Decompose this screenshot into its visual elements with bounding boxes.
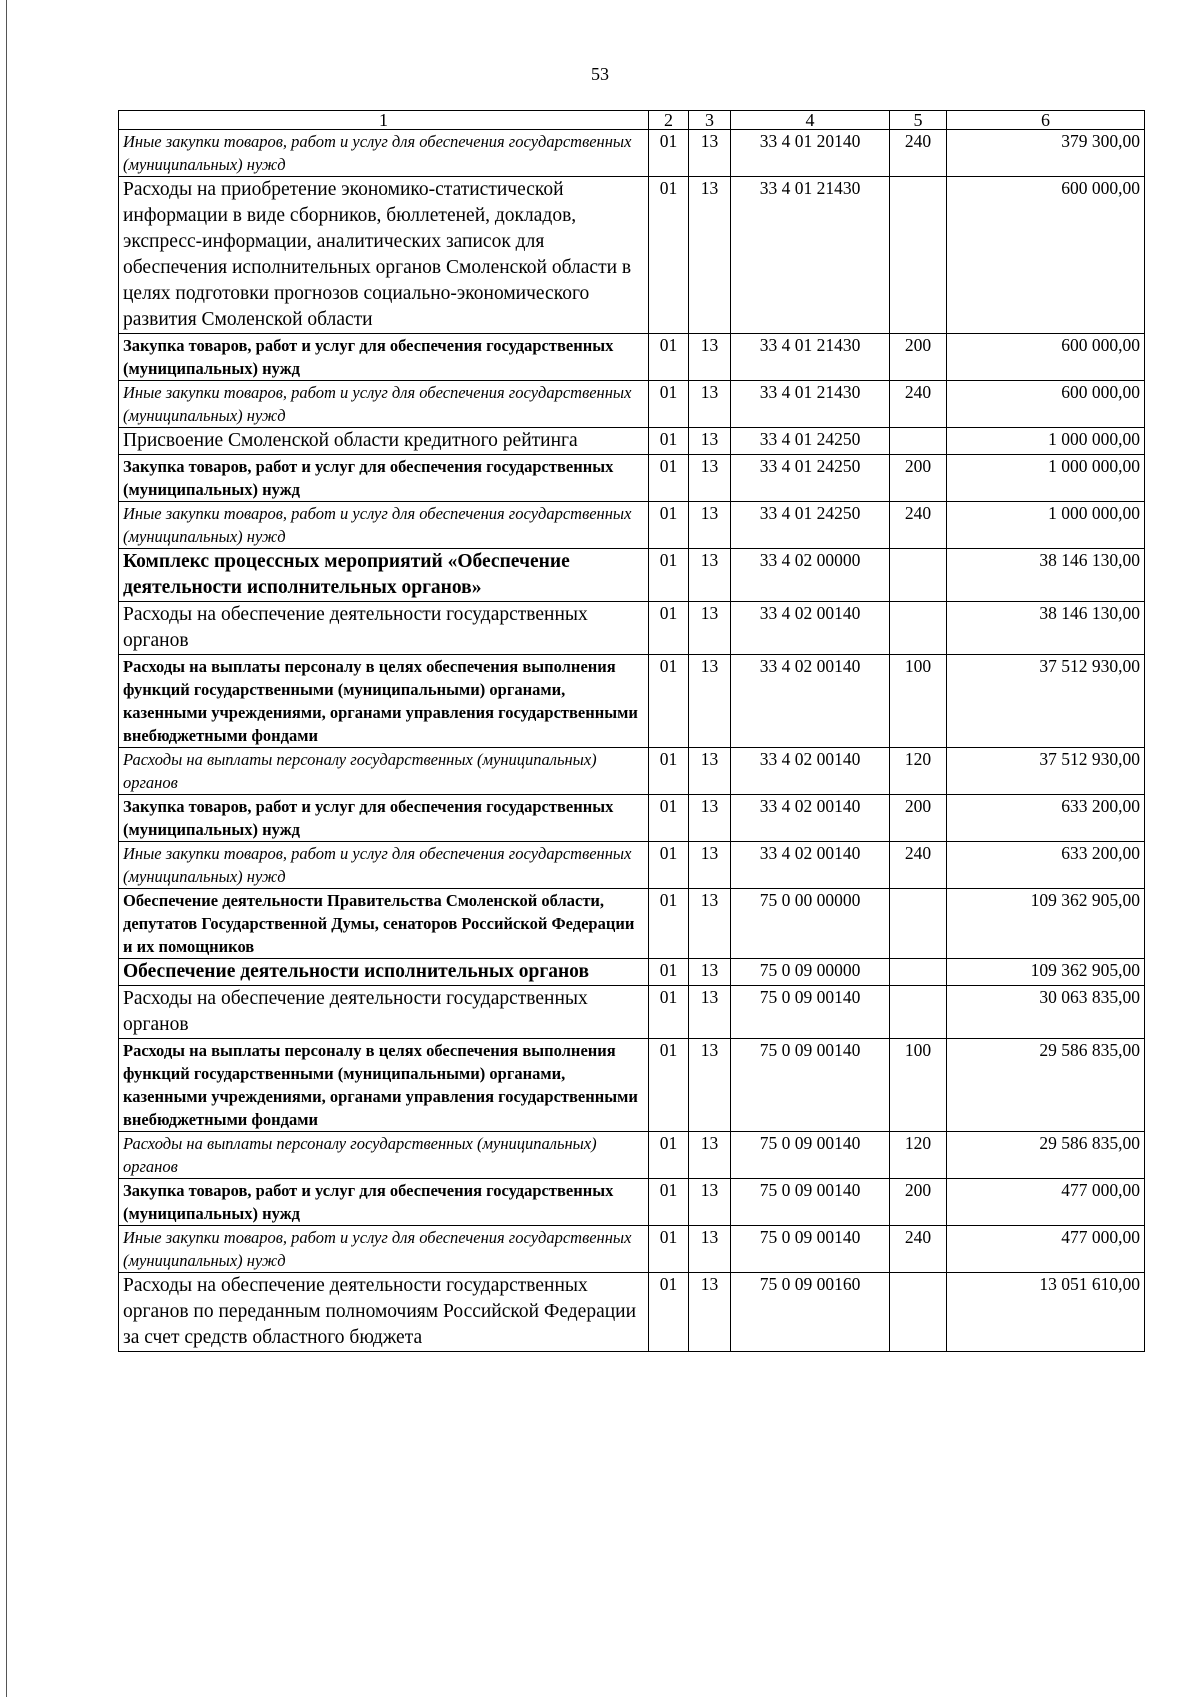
section-code-cell: 01 (649, 986, 689, 1039)
amount-cell: 600 000,00 (947, 381, 1145, 428)
expense-type-cell: 120 (890, 748, 947, 795)
table-row (119, 381, 1145, 428)
amount-cell: 37 512 930,00 (947, 655, 1145, 748)
subsection-code-cell: 13 (689, 502, 731, 549)
expense-type-cell: 200 (890, 1179, 947, 1226)
expense-type-cell: 200 (890, 795, 947, 842)
target-article-cell: 75 0 09 00140 (731, 1179, 890, 1226)
subsection-code-cell: 13 (689, 334, 731, 381)
amount-cell: 600 000,00 (947, 177, 1145, 334)
target-article-cell: 33 4 01 21430 (731, 381, 890, 428)
amount-cell: 633 200,00 (947, 842, 1145, 889)
expense-name-cell: Расходы на выплаты персоналу государственных (муниципальных) органов (119, 1132, 649, 1179)
table-row (119, 177, 1145, 334)
table-row (119, 1132, 1145, 1179)
subsection-code-cell: 13 (689, 1179, 731, 1226)
subsection-code-cell: 13 (689, 986, 731, 1039)
amount-cell: 1 000 000,00 (947, 502, 1145, 549)
table-body (119, 130, 1145, 1352)
expense-type-cell (890, 986, 947, 1039)
target-article-cell: 33 4 02 00140 (731, 602, 890, 655)
amount-cell: 38 146 130,00 (947, 549, 1145, 602)
target-article-cell: 75 0 00 00000 (731, 889, 890, 959)
subsection-code-cell: 13 (689, 1273, 731, 1352)
table-row (119, 795, 1145, 842)
target-article-cell: 75 0 09 00140 (731, 1226, 890, 1273)
expense-type-cell (890, 177, 947, 334)
subsection-code-cell: 13 (689, 455, 731, 502)
expense-name-cell: Присвоение Смоленской области кредитного рейтинга (119, 428, 649, 455)
subsection-code-cell: 13 (689, 1039, 731, 1132)
target-article-cell: 75 0 09 00160 (731, 1273, 890, 1352)
section-code-cell: 01 (649, 795, 689, 842)
expense-type-cell: 240 (890, 381, 947, 428)
table-row (119, 842, 1145, 889)
target-article-cell: 33 4 02 00000 (731, 549, 890, 602)
section-code-cell: 01 (649, 1132, 689, 1179)
section-code-cell: 01 (649, 959, 689, 986)
expense-type-cell: 240 (890, 130, 947, 177)
target-article-cell: 75 0 09 00140 (731, 1039, 890, 1132)
amount-cell: 13 051 610,00 (947, 1273, 1145, 1352)
expense-name-cell: Иные закупки товаров, работ и услуг для обеспечения государственных (муниципальных) нужд (119, 502, 649, 549)
expense-type-cell: 200 (890, 455, 947, 502)
section-code-cell: 01 (649, 602, 689, 655)
table-row (119, 889, 1145, 959)
subsection-code-cell: 13 (689, 1226, 731, 1273)
section-code-cell: 01 (649, 1226, 689, 1273)
expense-type-cell: 200 (890, 334, 947, 381)
amount-cell: 477 000,00 (947, 1179, 1145, 1226)
section-code-cell: 01 (649, 655, 689, 748)
amount-cell: 37 512 930,00 (947, 748, 1145, 795)
table-row (119, 130, 1145, 177)
table-row (119, 1179, 1145, 1226)
expense-name-cell: Закупка товаров, работ и услуг для обеспечения государственных (муниципальных) нужд (119, 455, 649, 502)
expense-type-cell (890, 959, 947, 986)
table-row (119, 428, 1145, 455)
target-article-cell: 75 0 09 00000 (731, 959, 890, 986)
expense-type-cell: 100 (890, 655, 947, 748)
column-header-5: 5 (890, 111, 947, 130)
target-article-cell: 33 4 01 24250 (731, 428, 890, 455)
expense-type-cell: 240 (890, 842, 947, 889)
section-code-cell: 01 (649, 889, 689, 959)
amount-cell: 29 586 835,00 (947, 1132, 1145, 1179)
page-edge-line (6, 0, 7, 1697)
column-header-4: 4 (731, 111, 890, 130)
target-article-cell: 75 0 09 00140 (731, 1132, 890, 1179)
amount-cell: 477 000,00 (947, 1226, 1145, 1273)
subsection-code-cell: 13 (689, 889, 731, 959)
column-header-2: 2 (649, 111, 689, 130)
section-code-cell: 01 (649, 428, 689, 455)
expense-name-cell: Расходы на обеспечение деятельности государственных органов (119, 602, 649, 655)
expense-name-cell: Закупка товаров, работ и услуг для обеспечения государственных (муниципальных) нужд (119, 795, 649, 842)
expense-name-cell: Обеспечение деятельности Правительства Смоленской области, депутатов Государственной Думы, сенаторов Российской Федерации и их помощников (119, 889, 649, 959)
section-code-cell: 01 (649, 381, 689, 428)
table-row (119, 502, 1145, 549)
expense-name-cell: Расходы на выплаты персоналу в целях обеспечения выполнения функций государственными (муниципальными) органами, казенными учреждениями, органами управления государственными внебюджетными фондами (119, 1039, 649, 1132)
subsection-code-cell: 13 (689, 1132, 731, 1179)
expense-name-cell: Расходы на обеспечение деятельности государственных органов по переданным полномочиям Российской Федерации за счет средств областного бюджета (119, 1273, 649, 1352)
table-row (119, 455, 1145, 502)
section-code-cell: 01 (649, 1179, 689, 1226)
expense-name-cell: Иные закупки товаров, работ и услуг для обеспечения государственных (муниципальных) нужд (119, 1226, 649, 1273)
expense-type-cell: 100 (890, 1039, 947, 1132)
target-article-cell: 33 4 01 21430 (731, 334, 890, 381)
expense-type-cell: 240 (890, 1226, 947, 1273)
expense-type-cell (890, 602, 947, 655)
section-code-cell: 01 (649, 1273, 689, 1352)
column-header-1: 1 (119, 111, 649, 130)
expense-name-cell: Расходы на выплаты персоналу государственных (муниципальных) органов (119, 748, 649, 795)
section-code-cell: 01 (649, 549, 689, 602)
expense-name-cell: Закупка товаров, работ и услуг для обеспечения государственных (муниципальных) нужд (119, 334, 649, 381)
column-header-3: 3 (689, 111, 731, 130)
section-code-cell: 01 (649, 502, 689, 549)
amount-cell: 29 586 835,00 (947, 1039, 1145, 1132)
target-article-cell: 33 4 02 00140 (731, 748, 890, 795)
column-header-6: 6 (947, 111, 1145, 130)
expense-type-cell (890, 889, 947, 959)
expense-type-cell (890, 549, 947, 602)
subsection-code-cell: 13 (689, 655, 731, 748)
section-code-cell: 01 (649, 130, 689, 177)
subsection-code-cell: 13 (689, 842, 731, 889)
expense-type-cell: 240 (890, 502, 947, 549)
table-row (119, 334, 1145, 381)
section-code-cell: 01 (649, 334, 689, 381)
header-row (119, 111, 1145, 130)
target-article-cell: 33 4 02 00140 (731, 795, 890, 842)
expense-type-cell (890, 1273, 947, 1352)
subsection-code-cell: 13 (689, 381, 731, 428)
section-code-cell: 01 (649, 1039, 689, 1132)
expense-name-cell: Иные закупки товаров, работ и услуг для обеспечения государственных (муниципальных) нужд (119, 130, 649, 177)
table-row (119, 959, 1145, 986)
target-article-cell: 33 4 01 24250 (731, 455, 890, 502)
amount-cell: 1 000 000,00 (947, 455, 1145, 502)
table-row (119, 1039, 1145, 1132)
table-row (119, 986, 1145, 1039)
expense-name-cell: Иные закупки товаров, работ и услуг для обеспечения государственных (муниципальных) нужд (119, 381, 649, 428)
budget-table (118, 110, 1145, 1352)
table-row (119, 748, 1145, 795)
subsection-code-cell: 13 (689, 130, 731, 177)
section-code-cell: 01 (649, 177, 689, 334)
subsection-code-cell: 13 (689, 795, 731, 842)
table-row (119, 602, 1145, 655)
expense-name-cell: Закупка товаров, работ и услуг для обеспечения государственных (муниципальных) нужд (119, 1179, 649, 1226)
page-number: 53 (591, 64, 609, 84)
expense-name-cell: Расходы на приобретение экономико-статистической информации в виде сборников, бюллетеней, докладов, экспресс-информации, аналитических записок для обеспечения исполнительных органов Смоленской области в целях подготовки прогнозов социально-экономического развития Смоленской области (119, 177, 649, 334)
expense-name-cell: Обеспечение деятельности исполнительных органов (119, 959, 649, 986)
subsection-code-cell: 13 (689, 549, 731, 602)
amount-cell: 30 063 835,00 (947, 986, 1145, 1039)
target-article-cell: 33 4 02 00140 (731, 655, 890, 748)
section-code-cell: 01 (649, 748, 689, 795)
table-row (119, 1226, 1145, 1273)
table-row (119, 1273, 1145, 1352)
expense-name-cell: Иные закупки товаров, работ и услуг для обеспечения государственных (муниципальных) нужд (119, 842, 649, 889)
subsection-code-cell: 13 (689, 177, 731, 334)
amount-cell: 109 362 905,00 (947, 959, 1145, 986)
target-article-cell: 33 4 01 21430 (731, 177, 890, 334)
table-row (119, 655, 1145, 748)
amount-cell: 109 362 905,00 (947, 889, 1145, 959)
expense-name-cell: Комплекс процессных мероприятий «Обеспечение деятельности исполнительных органов» (119, 549, 649, 602)
target-article-cell: 33 4 01 24250 (731, 502, 890, 549)
amount-cell: 633 200,00 (947, 795, 1145, 842)
subsection-code-cell: 13 (689, 959, 731, 986)
subsection-code-cell: 13 (689, 748, 731, 795)
expense-name-cell: Расходы на обеспечение деятельности государственных органов (119, 986, 649, 1039)
amount-cell: 379 300,00 (947, 130, 1145, 177)
expense-name-cell: Расходы на выплаты персоналу в целях обеспечения выполнения функций государственными (муниципальными) органами, казенными учреждениями, органами управления государственными внебюджетными фондами (119, 655, 649, 748)
section-code-cell: 01 (649, 842, 689, 889)
table-row (119, 549, 1145, 602)
subsection-code-cell: 13 (689, 602, 731, 655)
expense-type-cell (890, 428, 947, 455)
target-article-cell: 33 4 01 20140 (731, 130, 890, 177)
amount-cell: 38 146 130,00 (947, 602, 1145, 655)
amount-cell: 600 000,00 (947, 334, 1145, 381)
amount-cell: 1 000 000,00 (947, 428, 1145, 455)
section-code-cell: 01 (649, 455, 689, 502)
expense-type-cell: 120 (890, 1132, 947, 1179)
target-article-cell: 33 4 02 00140 (731, 842, 890, 889)
subsection-code-cell: 13 (689, 428, 731, 455)
target-article-cell: 75 0 09 00140 (731, 986, 890, 1039)
